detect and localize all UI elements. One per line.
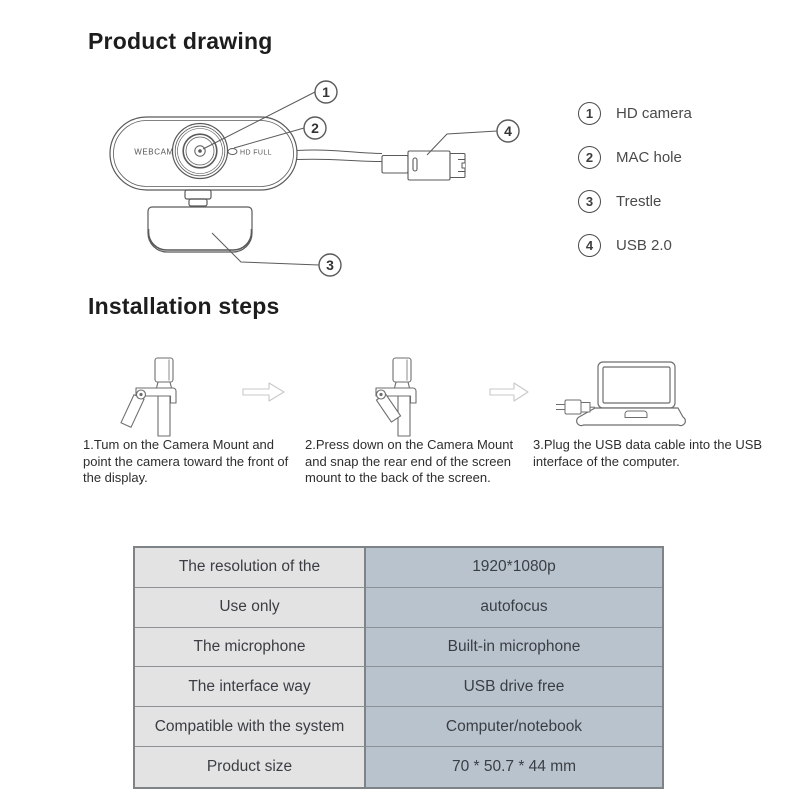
spec-label-interface: The interface way — [135, 667, 366, 707]
legend-num-4: 4 — [578, 234, 601, 257]
spec-value-interface: USB drive free — [366, 667, 662, 707]
legend-num-1: 1 — [578, 102, 601, 125]
laptop-icon — [577, 362, 686, 426]
legend-label: MAC hole — [616, 149, 682, 166]
spec-label-resolution: The resolution of the — [135, 548, 366, 588]
camera-on-mount-icon — [121, 358, 176, 436]
step1-illustration — [85, 350, 295, 438]
usb-cable — [297, 150, 382, 162]
spec-label-compatibility: Compatible with the system — [135, 707, 366, 747]
spec-table — [133, 546, 664, 789]
webcam-print-label: WEBCAM — [134, 147, 174, 157]
parts-legend — [578, 102, 692, 257]
spec-label-size: Product size — [135, 747, 366, 787]
legend-label: HD camera — [616, 105, 692, 122]
product-drawing-title: Product drawing — [88, 28, 273, 54]
spec-value-use: autofocus — [366, 588, 662, 628]
legend-item-trestle — [578, 190, 692, 213]
step3-illustration — [555, 350, 780, 438]
usb-connector — [382, 151, 465, 180]
legend-num-2: 2 — [578, 146, 601, 169]
callout-3: 3 — [326, 256, 334, 273]
step1-caption: 1.Tum on the Camera Mount and point the camera toward the front of the display. — [83, 437, 289, 485]
spec-value-resolution: 1920*1080p — [366, 548, 662, 588]
spec-label-use: Use only — [135, 588, 366, 628]
legend-item-usb — [578, 234, 692, 257]
legend-item-mac-hole — [578, 146, 692, 169]
camera-mount-pressed-icon — [376, 358, 416, 436]
step2-caption: 2.Press down on the Camera Mount and snap the rear end of the screen mount to the back of the screen. — [305, 437, 514, 485]
spec-value-compatibility: Computer/notebook — [366, 707, 662, 747]
webcam-neck — [185, 190, 211, 206]
usb-plug-icon — [556, 400, 595, 414]
arrow-right-icon — [490, 383, 528, 401]
legend-label: USB 2.0 — [616, 237, 672, 254]
legend-label: Trestle — [616, 193, 662, 210]
legend-item-hd-camera — [578, 102, 692, 125]
hd-full-print-label: HD FULL — [240, 149, 272, 157]
trestle-base — [148, 207, 252, 252]
legend-num-3: 3 — [578, 190, 601, 213]
step3-caption: 3.Plug the USB data cable into the USB interface of the computer. — [533, 437, 763, 469]
spec-value-size: 70 * 50.7 * 44 mm — [366, 747, 662, 787]
installation-steps-title: Installation steps — [88, 293, 280, 319]
spec-label-microphone: The microphone — [135, 628, 366, 668]
arrow-right-icon — [243, 383, 284, 401]
callout-4: 4 — [504, 122, 512, 139]
webcam-drawing — [80, 80, 540, 292]
callout-1: 1 — [322, 83, 330, 100]
step2-illustration — [330, 350, 540, 438]
spec-value-microphone: Built-in microphone — [366, 628, 662, 668]
callout-2: 2 — [311, 119, 319, 136]
